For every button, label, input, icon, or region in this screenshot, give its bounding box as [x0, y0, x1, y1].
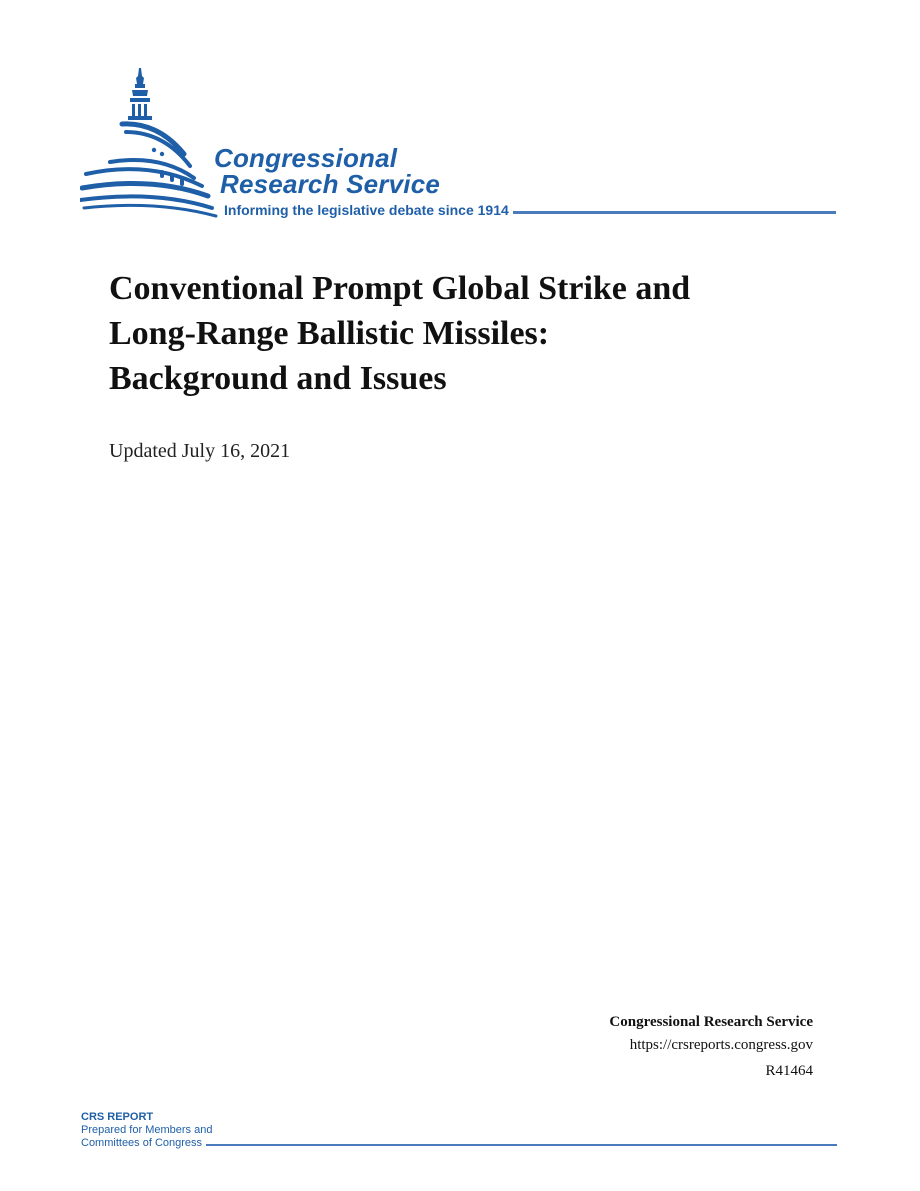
footer-line1: Prepared for Members and	[81, 1124, 213, 1136]
footer-rule	[206, 1144, 837, 1146]
footer-last-row	[81, 1137, 837, 1150]
tagline: Informing the legislative debate since 1914	[224, 202, 509, 218]
updated-date: Updated July 16, 2021	[109, 440, 291, 462]
publisher-url[interactable]: https://crsreports.congress.gov	[629, 1037, 813, 1053]
footer-label: CRS REPORT	[81, 1111, 154, 1123]
publisher-organization: Congressional Research Service	[609, 1014, 813, 1030]
tagline-rule	[513, 211, 836, 214]
footer	[81, 1111, 837, 1155]
report-id: R41464	[765, 1063, 813, 1079]
publisher-info	[609, 1011, 813, 1083]
brand-name-line2: Research Service	[220, 169, 441, 199]
report-title	[109, 266, 809, 401]
crs-logo	[80, 66, 840, 222]
tagline-row	[224, 200, 836, 220]
report-title-line: Conventional Prompt Global Strike and	[109, 270, 691, 307]
report-title-line: Background and Issues	[109, 360, 447, 397]
footer-line2: Committees of Congress	[81, 1137, 203, 1149]
capitol-dome-icon	[80, 66, 220, 218]
report-title-line: Long-Range Ballistic Missiles:	[109, 315, 550, 352]
brand-name-line1: Congressional	[214, 143, 398, 173]
